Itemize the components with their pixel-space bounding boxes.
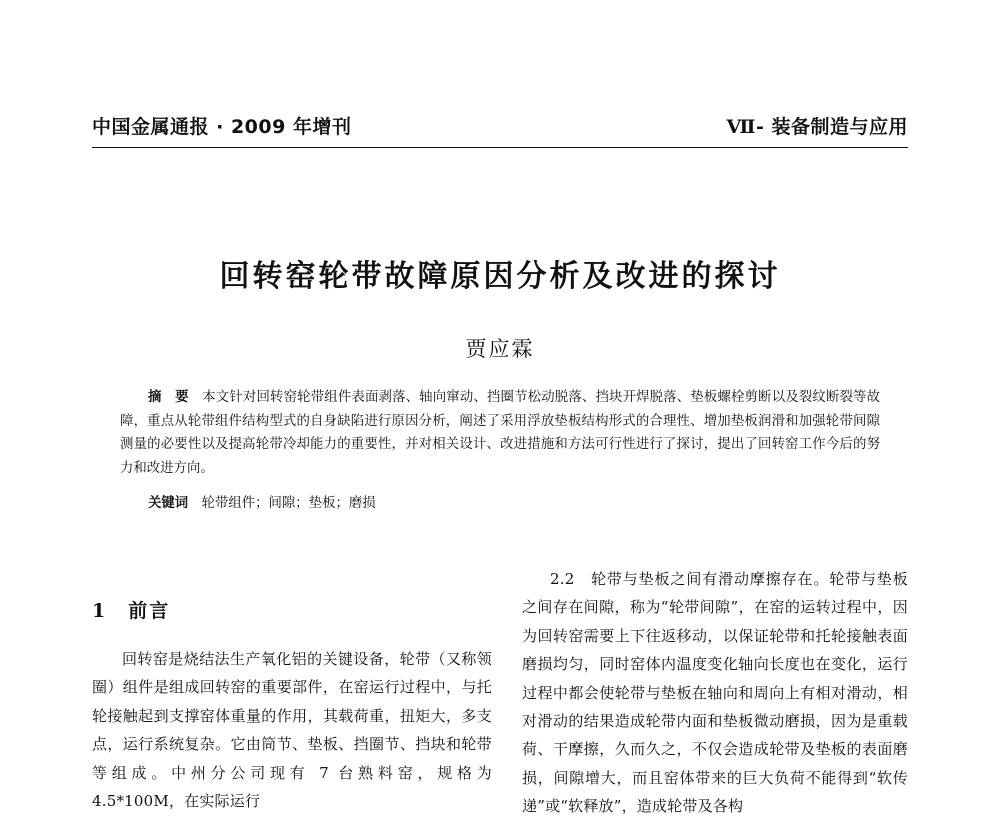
article-title: 回转窑轮带故障原因分析及改进的探讨 [219,259,781,294]
section2-2-paragraph: 2.2 轮带与垫板之间有滑动摩擦存在。轮带与垫板之间存在间隙，称为“轮带间隙”，在窑的运转过程中，因为回转窑需要上下往返移动，以保证轮带和托轮接触表面磨损均匀，同时窑体内温度变化轴向长度也在变化，运行过程中都会使轮带与垫板在轴向和周向上有相对滑动，相对滑动的结果造成轮带内面和垫板微动磨损，因为是重载荷、干摩擦，久而久之，不仅会造成轮带及垫板的表面磨损，间隙增大，而且窑体带来的巨大负荷不能得到“软传递”或“软释放”，造成轮带及各构 [522,570,908,816]
journal-name: 中国金属通报 · 2009 年增刊 [92,116,352,138]
abstract-text: 本文针对回转窑轮带组件表面剥落、轴向窜动、挡圈节松动脱落、挡块开焊脱落、垫板螺栓剪断以及裂纹断裂等故障，重点从轮带组件结构型式的自身缺陷进行原因分析，阐述了采用浮放垫板结构形式的合理性、增加垫板润滑和加强轮带间隙测量的必要性以及提高轮带冷却能力的重要性，并对相关设计、改进措施和方法可行性进行了探讨，提出了回转窑工作今后的努力和改进方向。 [120,390,881,476]
author-name: 贾应霖 [465,337,535,361]
abstract-label: 摘 要 [148,390,189,405]
keywords [148,493,848,515]
keywords-label: 关键词 [148,496,189,511]
section-name: Ⅶ- 装备制造与应用 [726,116,908,138]
section-heading: 1 前言 [92,600,171,622]
keywords-text: 轮带组件；间隙；垫板；磨损 [201,496,376,511]
header-rule [92,147,908,148]
abstract [120,386,880,480]
section1-paragraph: 回转窑是烧结法生产氧化铝的关键设备，轮带（又称领圈）组件是组成回转窑的重要部件，在窑运行过程中，与托轮接触起到支撑窑体重量的作用，其载荷重，扭矩大，多支点，运行系统复杂。它由筒节、垫板、挡圈节、挡块和轮带等组成。中州分公司现有 7 台熟料窑，规格为 4.5*100M，在实际运行 [92,650,492,811]
